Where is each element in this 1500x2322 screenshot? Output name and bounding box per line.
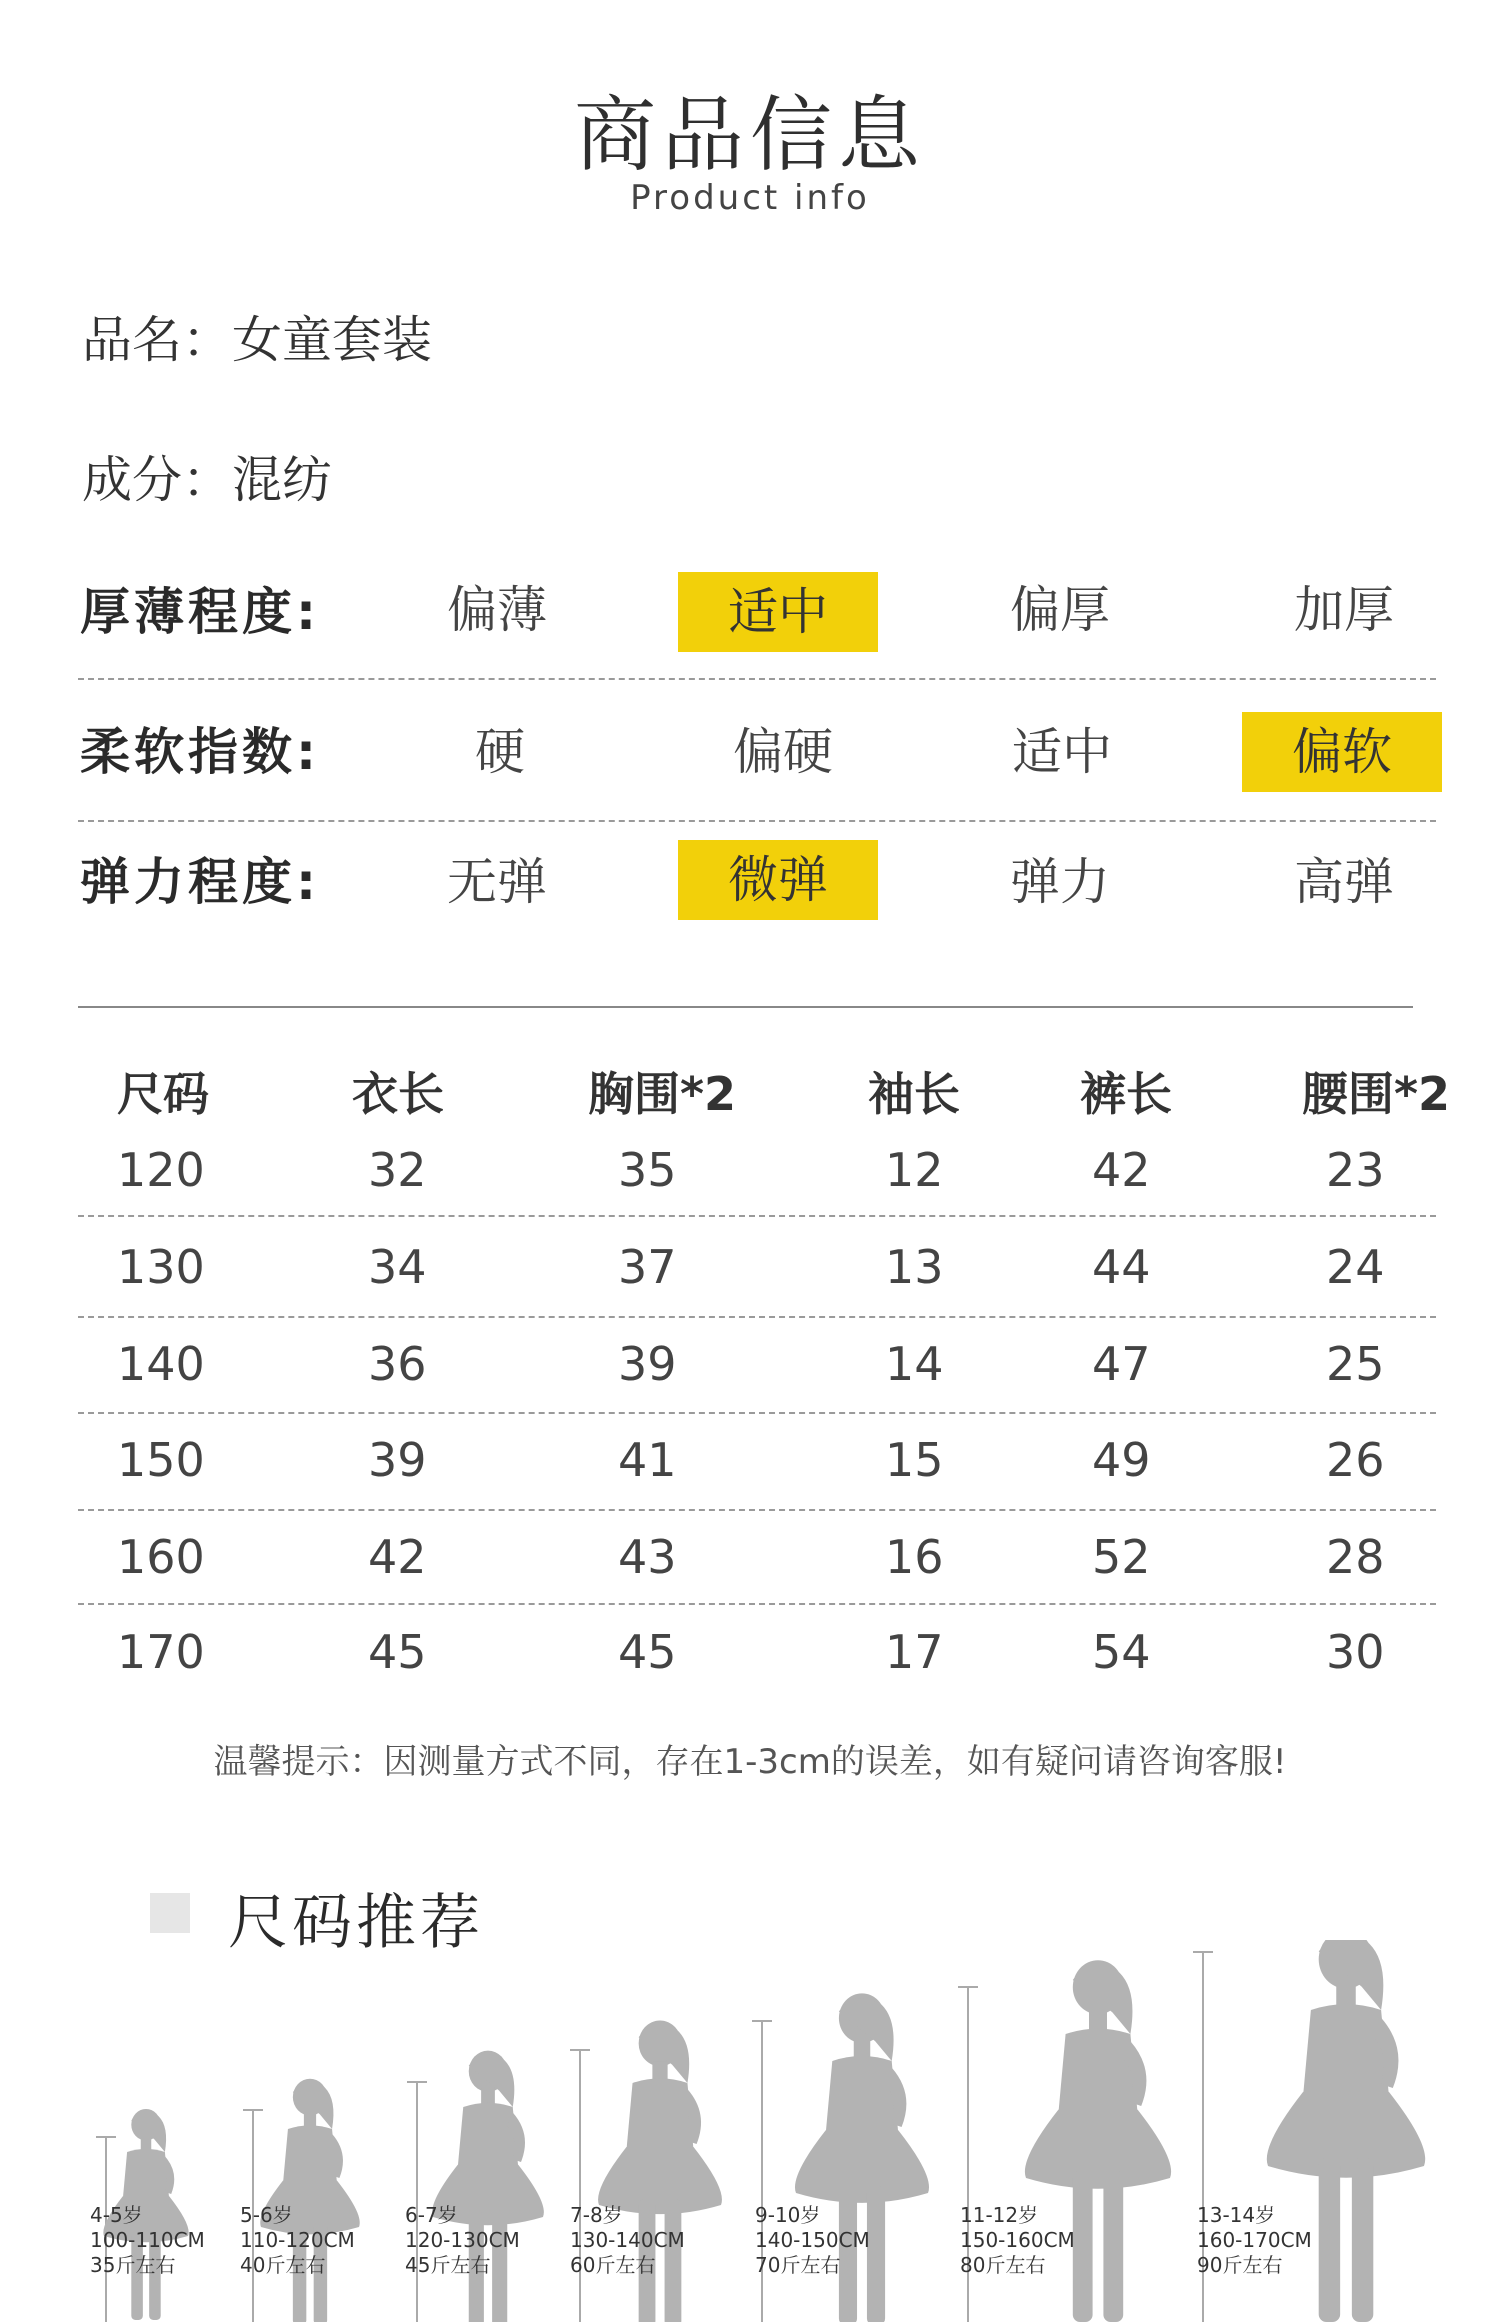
- table-cell: 170: [117, 1625, 205, 1679]
- header-chest: 胸围*2: [588, 1067, 737, 1121]
- table-cell: 42: [368, 1530, 427, 1584]
- table-cell: 16: [885, 1530, 944, 1584]
- table-cell: 47: [1092, 1337, 1151, 1391]
- table-cell: 45: [368, 1625, 427, 1679]
- page-title: 商品信息: [573, 88, 926, 183]
- figure-label: 9-10岁 140-150CM 70斤左右: [755, 2203, 870, 2277]
- table-cell: 35: [618, 1143, 677, 1197]
- table-cell: 24: [1326, 1240, 1385, 1294]
- divider: [78, 678, 1436, 680]
- softness-label: 柔软指数:: [80, 723, 320, 781]
- table-cell: 37: [618, 1240, 677, 1294]
- figure-label: 7-8岁 130-140CM 60斤左右: [570, 2203, 685, 2277]
- table-cell: 39: [618, 1337, 677, 1391]
- table-cell: 13: [885, 1240, 944, 1294]
- table-cell: 28: [1326, 1530, 1385, 1584]
- table-cell: 17: [885, 1625, 944, 1679]
- table-cell: 23: [1326, 1143, 1385, 1197]
- section-marker: [150, 1893, 190, 1933]
- table-top-rule: [78, 1006, 1413, 1008]
- table-cell: 44: [1092, 1240, 1151, 1294]
- header-sleeve: 袖长: [868, 1067, 960, 1121]
- row-divider: [78, 1509, 1436, 1511]
- table-cell: 34: [368, 1240, 427, 1294]
- table-cell: 36: [368, 1337, 427, 1391]
- page-subtitle: Product info: [630, 178, 870, 218]
- elasticity-option-slight: 微弹: [678, 840, 878, 920]
- table-cell: 12: [885, 1143, 944, 1197]
- row-divider: [78, 1215, 1436, 1217]
- table-cell: 130: [117, 1240, 205, 1294]
- table-cell: 14: [885, 1337, 944, 1391]
- elasticity-option-high: 高弹: [1294, 853, 1394, 911]
- softness-option-medium: 适中: [1012, 723, 1112, 781]
- figure-label: 13-14岁 160-170CM 90斤左右: [1197, 2203, 1312, 2277]
- thickness-option-thin: 偏薄: [447, 581, 547, 639]
- table-cell: 150: [117, 1433, 205, 1487]
- thickness-label: 厚薄程度:: [80, 583, 320, 641]
- header-length: 衣长: [352, 1067, 444, 1121]
- table-cell: 42: [1092, 1143, 1151, 1197]
- table-cell: 41: [618, 1433, 677, 1487]
- table-cell: 26: [1326, 1433, 1385, 1487]
- figure-label: 11-12岁 150-160CM 80斤左右: [960, 2203, 1075, 2277]
- header-waist: 腰围*2: [1302, 1067, 1451, 1121]
- figure-label: 6-7岁 120-130CM 45斤左右: [405, 2203, 520, 2277]
- table-cell: 25: [1326, 1337, 1385, 1391]
- table-cell: 140: [117, 1337, 205, 1391]
- table-cell: 15: [885, 1433, 944, 1487]
- header-size: 尺码: [117, 1067, 209, 1121]
- table-cell: 45: [618, 1625, 677, 1679]
- softness-option-soft: 偏软: [1242, 712, 1442, 792]
- table-cell: 160: [117, 1530, 205, 1584]
- table-cell: 30: [1326, 1625, 1385, 1679]
- table-cell: 49: [1092, 1433, 1151, 1487]
- elasticity-option-elastic: 弹力: [1010, 853, 1110, 911]
- header-pants: 裤长: [1080, 1067, 1172, 1121]
- row-divider: [78, 1316, 1436, 1318]
- measurement-tip: 温馨提示：因测量方式不同，存在1-3cm的误差，如有疑问请咨询客服!: [213, 1742, 1287, 1782]
- figure-label: 5-6岁 110-120CM 40斤左右: [240, 2203, 355, 2277]
- table-cell: 52: [1092, 1530, 1151, 1584]
- figure-label: 4-5岁 100-110CM 35斤左右: [90, 2203, 205, 2277]
- row-divider: [78, 1603, 1436, 1605]
- softness-option-hard: 硬: [475, 723, 525, 781]
- elasticity-label: 弹力程度:: [80, 853, 320, 911]
- table-cell: 54: [1092, 1625, 1151, 1679]
- thickness-option-medium: 适中: [678, 572, 878, 652]
- softness-option-slightly-hard: 偏硬: [733, 723, 833, 781]
- elasticity-option-none: 无弹: [447, 853, 547, 911]
- table-cell: 39: [368, 1433, 427, 1487]
- divider: [78, 820, 1436, 822]
- size-recommend-title: 尺码推荐: [228, 1888, 484, 1958]
- product-material: 成分：混纺: [82, 451, 332, 509]
- table-cell: 32: [368, 1143, 427, 1197]
- table-cell: 43: [618, 1530, 677, 1584]
- thickness-option-extra-thick: 加厚: [1294, 581, 1394, 639]
- product-name: 品名：女童套装: [82, 311, 432, 369]
- thickness-option-thick: 偏厚: [1010, 581, 1110, 639]
- table-cell: 120: [117, 1143, 205, 1197]
- row-divider: [78, 1412, 1436, 1414]
